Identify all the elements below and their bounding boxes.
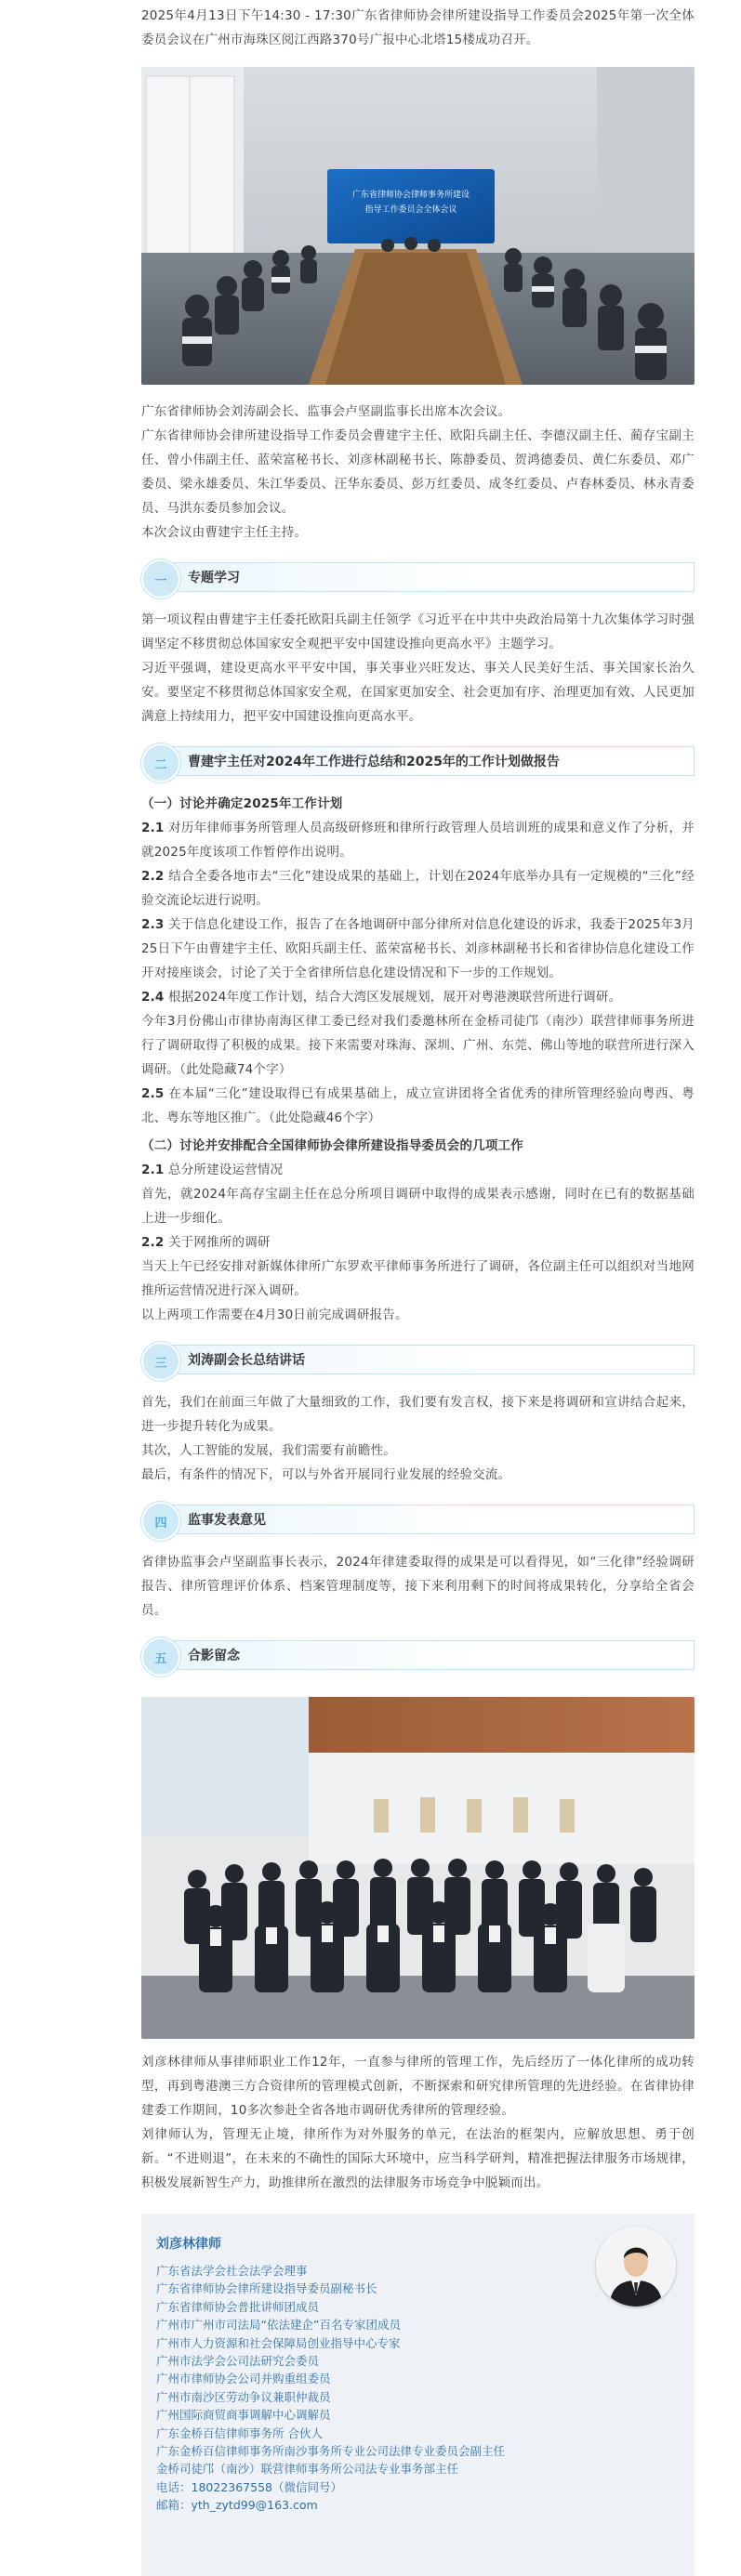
bio-line: 广州市律师协会公司并购重组委员 xyxy=(156,2372,331,2386)
bio-line: 广州市广州市司法局“依法建企”百名专家团成员 xyxy=(156,2318,401,2333)
attendance-line-2: 广东省律师协会律所建设指导工作委员会曹建宇主任、欧阳兵副主任、李德汉副主任、蔺存宝副主任、曾小伟副主任、蓝荣富秘书长、刘彦林副秘书长、陈静委员、贺鸿德委员、黄仁东委员、邓广委员、梁永雄委员、朱江华委员、汪华东委员、彭万红委员、成冬红委员、卢春林委员、林永青委员、马洪东委员参加会议。 xyxy=(141,428,695,516)
bio-line: 金桥司徒邝（南沙）联营律师事务所公司法专业事务部主任 xyxy=(156,2462,459,2477)
section-4-title: 监事发表意见 xyxy=(188,1513,266,1528)
bio-line: 广东省法学会社会法学会理事 xyxy=(156,2264,308,2278)
section-2-number: 二 xyxy=(141,743,180,782)
section-3-paragraph-3: 最后，有条件的情况下，可以与外省开展同行业发展的经验交流。 xyxy=(141,1467,511,1482)
bio-line: 广东省律师协会普批讲师团成员 xyxy=(156,2299,320,2314)
section-3-number: 三 xyxy=(141,1342,180,1381)
section-2-subheading-1: （一）讨论并确定2025年工作计划 xyxy=(141,796,343,811)
bio-line: 广州市人力资源和社会保障局创业指导中心专家 xyxy=(156,2335,401,2350)
item-text: 对历年律师事务所管理人员高级研修班和律所行政管理人员培训班的成果和意义作了分析，并就2025年度该项工作暂停作出说明。 xyxy=(141,821,695,860)
profile-paragraph-1: 刘彦林律师从事律师职业工作12年，一直参与律所的管理工作，先后经历了一体化律所的成功转型，再到粤港澳三方合资律所的管理模式创新，不断探索和研究律所管理的先进经验。在省律协律建委工作期间，10多次参赴全省各地市调研优秀律所的管理经验。 xyxy=(141,2055,695,2118)
section-2-item-2-5 xyxy=(141,1082,695,1130)
section-2-header xyxy=(141,743,695,779)
section-4-number: 四 xyxy=(141,1502,180,1541)
section-2-item-2-4 xyxy=(141,985,695,1009)
bio-line: 广州市法学会公司法研究会委员 xyxy=(156,2354,320,2369)
item-text: 关于信息化建设工作，报告了在各地调研中部分律所对信息化建设的诉求，我委于2025年3月25日下午由曹建宇主任、欧阳兵副主任、蓝荣富秘书长、刘彦林副秘书长和省律协信息化建设工作开对接座谈会，讨论了关于全省律所信息化建设情况和下一步的工作规划。 xyxy=(141,917,695,980)
bio-line: 广州市南沙区劳动争议兼职仲裁员 xyxy=(156,2389,331,2404)
section-3-paragraph-2: 其次，人工智能的发展，我们需要有前瞻性。 xyxy=(141,1443,396,1458)
screen-title-line1: 广东省律师协会律师事务所建设 xyxy=(351,191,470,200)
screen-title-line2: 指导工作委员会全体会议 xyxy=(364,205,457,215)
avatar-portrait-icon xyxy=(596,2227,676,2307)
section-2-item-2-3 xyxy=(141,913,695,985)
section-1-paragraph-2: 习近平强调，建设更高水平平安中国，事关事业兴旺发达、事关人民美好生活、事关国家长治久安。要坚定不移贯彻总体国家安全观，在国家更加安全、社会更加有序、治理更加有效、人民更加满意上持续用力，把平安中国建设推向更高水平。 xyxy=(141,661,695,724)
meeting-photo xyxy=(141,67,695,385)
item-text: 结合全委各地市去“三化”建设成果的基础上，计划在2024年底举办具有一定规模的“三化”经验交流论坛进行说明。 xyxy=(141,869,695,908)
bio-card xyxy=(141,2214,695,2576)
item-heading: 总分所建设运营情况 xyxy=(168,1163,284,1177)
bio-line: 广东金桥百信律师事务所 合伙人 xyxy=(156,2425,323,2440)
bio-phone: 电话：18022367558（微信同号） xyxy=(156,2479,342,2494)
item-number: 2.2 xyxy=(141,869,165,884)
bio-name: 刘彦林律师 xyxy=(156,2237,221,2252)
section-1-header xyxy=(141,559,695,595)
item-number: 2.4 xyxy=(141,990,165,1005)
section-2-sub2-item-2-2 xyxy=(141,1230,695,1255)
profile-paragraph-2: 刘律师认为，管理无止境，律所作为对外服务的单元，在法治的框架内，应解放思想、勇于创新。“不进则退”，在未来的不确性的国际大环境中，应当科学研判，精准把握法律服务市场规律，积极发展新智生产力，助推律所在激烈的法律服务市场竞争中脱颖而出。 xyxy=(141,2127,695,2190)
section-2-title: 曹建宇主任对2024年工作进行总结和2025年的工作计划做报告 xyxy=(188,755,560,769)
item-heading: 关于网推所的调研 xyxy=(168,1235,271,1250)
section-2-sub2-item-2-1-text: 首先，就2024年高存宝副主任在总分所项目调研中取得的成果表示感谢，同时在已有的数据基础上进一步细化。 xyxy=(141,1187,695,1226)
section-3-title: 刘涛副会长总结讲话 xyxy=(188,1353,305,1368)
item-number: 2.1 xyxy=(141,821,165,835)
bio-line: 广东省律师协会律所建设指导委员副秘书长 xyxy=(156,2281,377,2296)
section-2-item-2-4-detail: 今年3月份佛山市律协南海区律工委已经对我们委邀林所在金桥司徒邝（南沙）联营律师事务所进行了调研取得了积极的成果。接下来需要对珠海、深圳、广州、东莞、佛山等地的联营所进行深入调研。（此处隐藏74个字） xyxy=(141,1014,695,1077)
section-2-closing: 以上两项工作需要在4月30日前完成调研报告。 xyxy=(141,1308,408,1322)
section-2-item-2-1 xyxy=(141,816,695,864)
section-4-header xyxy=(141,1502,695,1537)
bio-line: 广东金桥百信律师事务所南沙事务所专业公司法律专业委员会副主任 xyxy=(156,2444,506,2459)
meeting-photo-graphic xyxy=(141,67,695,385)
bio-email: 邮箱：yth_zytd99@163.com xyxy=(156,2498,318,2513)
section-1-title: 专题学习 xyxy=(188,571,240,585)
bio-line: 广州国际商贸商事调解中心调解员 xyxy=(156,2408,331,2423)
section-1-paragraph-1: 第一项议程由曹建宇主任委托欧阳兵副主任领学《习近平在中共中央政治局第十九次集体学习时强调坚定不移贯彻总体国家安全观把平安中国建设推向更高水平》主题学习。 xyxy=(141,612,695,651)
avatar xyxy=(596,2227,676,2307)
section-3-header xyxy=(141,1342,695,1377)
section-2-item-2-2 xyxy=(141,864,695,913)
section-2-sub2-item-2-1 xyxy=(141,1158,695,1182)
section-3-paragraph-1: 首先，我们在前面三年做了大量细致的工作，我们要有发言权，接下来是将调研和宣讲结合起来，进一步提升转化为成果。 xyxy=(141,1395,695,1434)
item-number: 2.5 xyxy=(141,1086,165,1101)
item-number: 2.2 xyxy=(141,1235,165,1250)
section-4-paragraph-1: 省律协监事会卢坚副监事长表示，2024年律建委取得的成果是可以看得见，如“三化律”经验调研报告、律所管理评价体系、档案管理制度等，接下来利用剩下的时间将成果转化，分享给全省会员。 xyxy=(141,1555,695,1618)
section-5-title: 合影留念 xyxy=(188,1649,240,1663)
item-number: 2.3 xyxy=(141,917,165,932)
item-text: 在本届“三化”建设取得已有成果基础上，成立宣讲团将全省优秀的律所管理经验向粤西、粤北、粤东等地区推广。（此处隐藏46个字） xyxy=(141,1086,695,1125)
section-5-number: 五 xyxy=(141,1637,180,1676)
intro-paragraph: 2025年4月13日下午14:30 - 17:30广东省律师协会律所建设指导工作委员会2025年第一次全体委员会议在广州市海珠区阅江西路370号广报中心北塔15楼成功召开。 xyxy=(141,8,695,47)
attendance-line-1: 广东省律师协会刘涛副会长、监事会卢坚副监事长出席本次会议。 xyxy=(141,404,511,419)
attendance-line-3: 本次会议由曹建宇主任主持。 xyxy=(141,525,308,540)
article-content xyxy=(141,0,695,2576)
section-2-subheading-2: （二）讨论并安排配合全国律师协会律所建设指导委员会的几项工作 xyxy=(141,1138,523,1153)
item-number: 2.1 xyxy=(141,1163,165,1177)
section-5-header xyxy=(141,1637,695,1673)
section-2-sub2-item-2-2-text: 当天上午已经安排对新媒体律所广东罗欢平律师事务所进行了调研，各位副主任可以组织对当地网推所运营情况进行深入调研。 xyxy=(141,1259,695,1298)
group-photo xyxy=(141,1697,695,2039)
group-photo-graphic xyxy=(141,1697,695,2039)
item-text: 根据2024年度工作计划，结合大湾区发展规划，展开对粤港澳联营所进行调研。 xyxy=(168,990,622,1005)
section-1-number: 一 xyxy=(141,559,180,598)
